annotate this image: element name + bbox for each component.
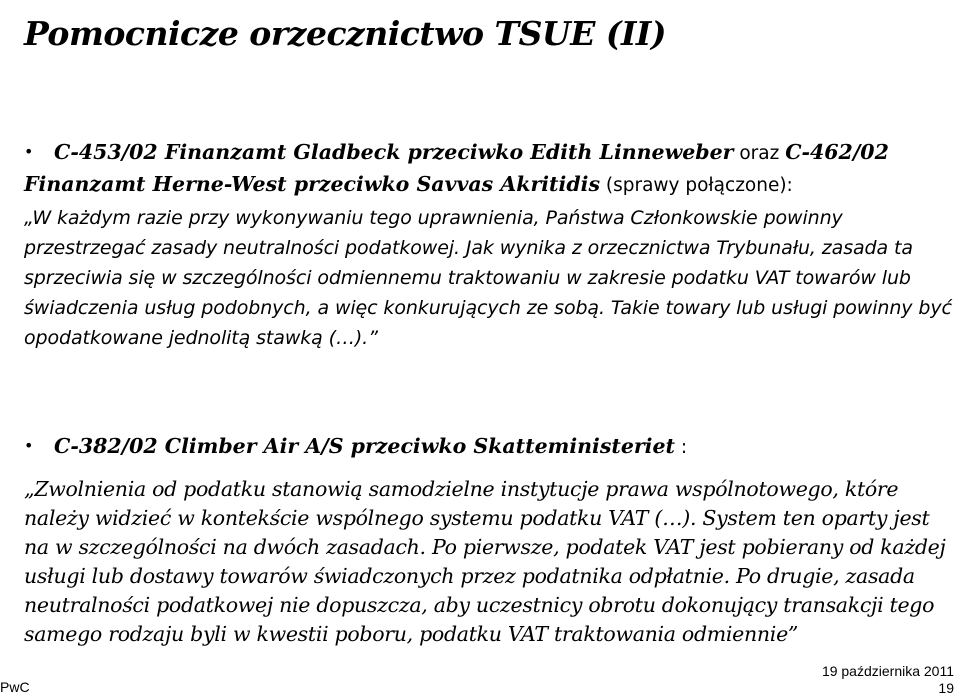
footer-date: 19 października 2011 (821, 663, 954, 679)
section-linneweber (24, 136, 954, 353)
case-heading-linneweber (24, 136, 954, 201)
case-connector: oraz (733, 143, 786, 164)
case-name-climber: C-382/02 Climber Air A/S przeciwko Skatteministeriet (54, 434, 675, 458)
case-name-b: C-462/02 Finanzamt Herne-West przeciwko Savvas Akritidis (24, 140, 889, 196)
footer-brand: PwC (0, 679, 30, 695)
bullet-icon: • (24, 142, 34, 161)
case-note: (sprawy połączone): (599, 175, 793, 196)
bullet-icon: • (24, 436, 34, 455)
slide-title: Pomocnicze orzecznictwo TSUE (II) (24, 14, 666, 53)
quote-linneweber: „W każdym razie przy wykonywaniu tego uprawnienia, Państwa Członkowskie powinny przestrzegać zasady neutralności podatkowej. Jak wynika z orzecznictwa Trybunału, zasada ta sprzeciwia się w szczególności odmiennemu traktowaniu w zakresie podatku VAT towarów lub świadczenia usług podobnych, a więc konkurujących ze sobą. Takie towary lub usługi powinny być opodatkowane jednolitą stawką (…).” (24, 207, 952, 349)
page-number: 19 (938, 680, 954, 696)
case-heading-climber (24, 430, 954, 463)
case-note: : (674, 437, 688, 458)
section-climber (24, 430, 954, 649)
quote-climber: „Zwolnienia od podatku stanowią samodzielne instytucje prawa wspólnotowego, które należy widzieć w kontekście wspólnego systemu podatku VAT (…). System ten oparty jest na w szczególności na dwóch zasadach. Po pierwsze, podatek VAT jest pobierany od każdej usługi lub dostawy towarów świadczonych przez podatnika odpłatnie. Po drugie, zasada neutralności podatkowej nie dopuszcza, aby uczestnicy obrotu dokonujący transakcji tego samego rodzaju byli w kwestii poboru, podatku VAT traktowania odmiennie” (24, 477, 946, 646)
case-name-a: C-453/02 Finanzamt Gladbeck przeciwko Edith Linneweber (54, 140, 734, 164)
